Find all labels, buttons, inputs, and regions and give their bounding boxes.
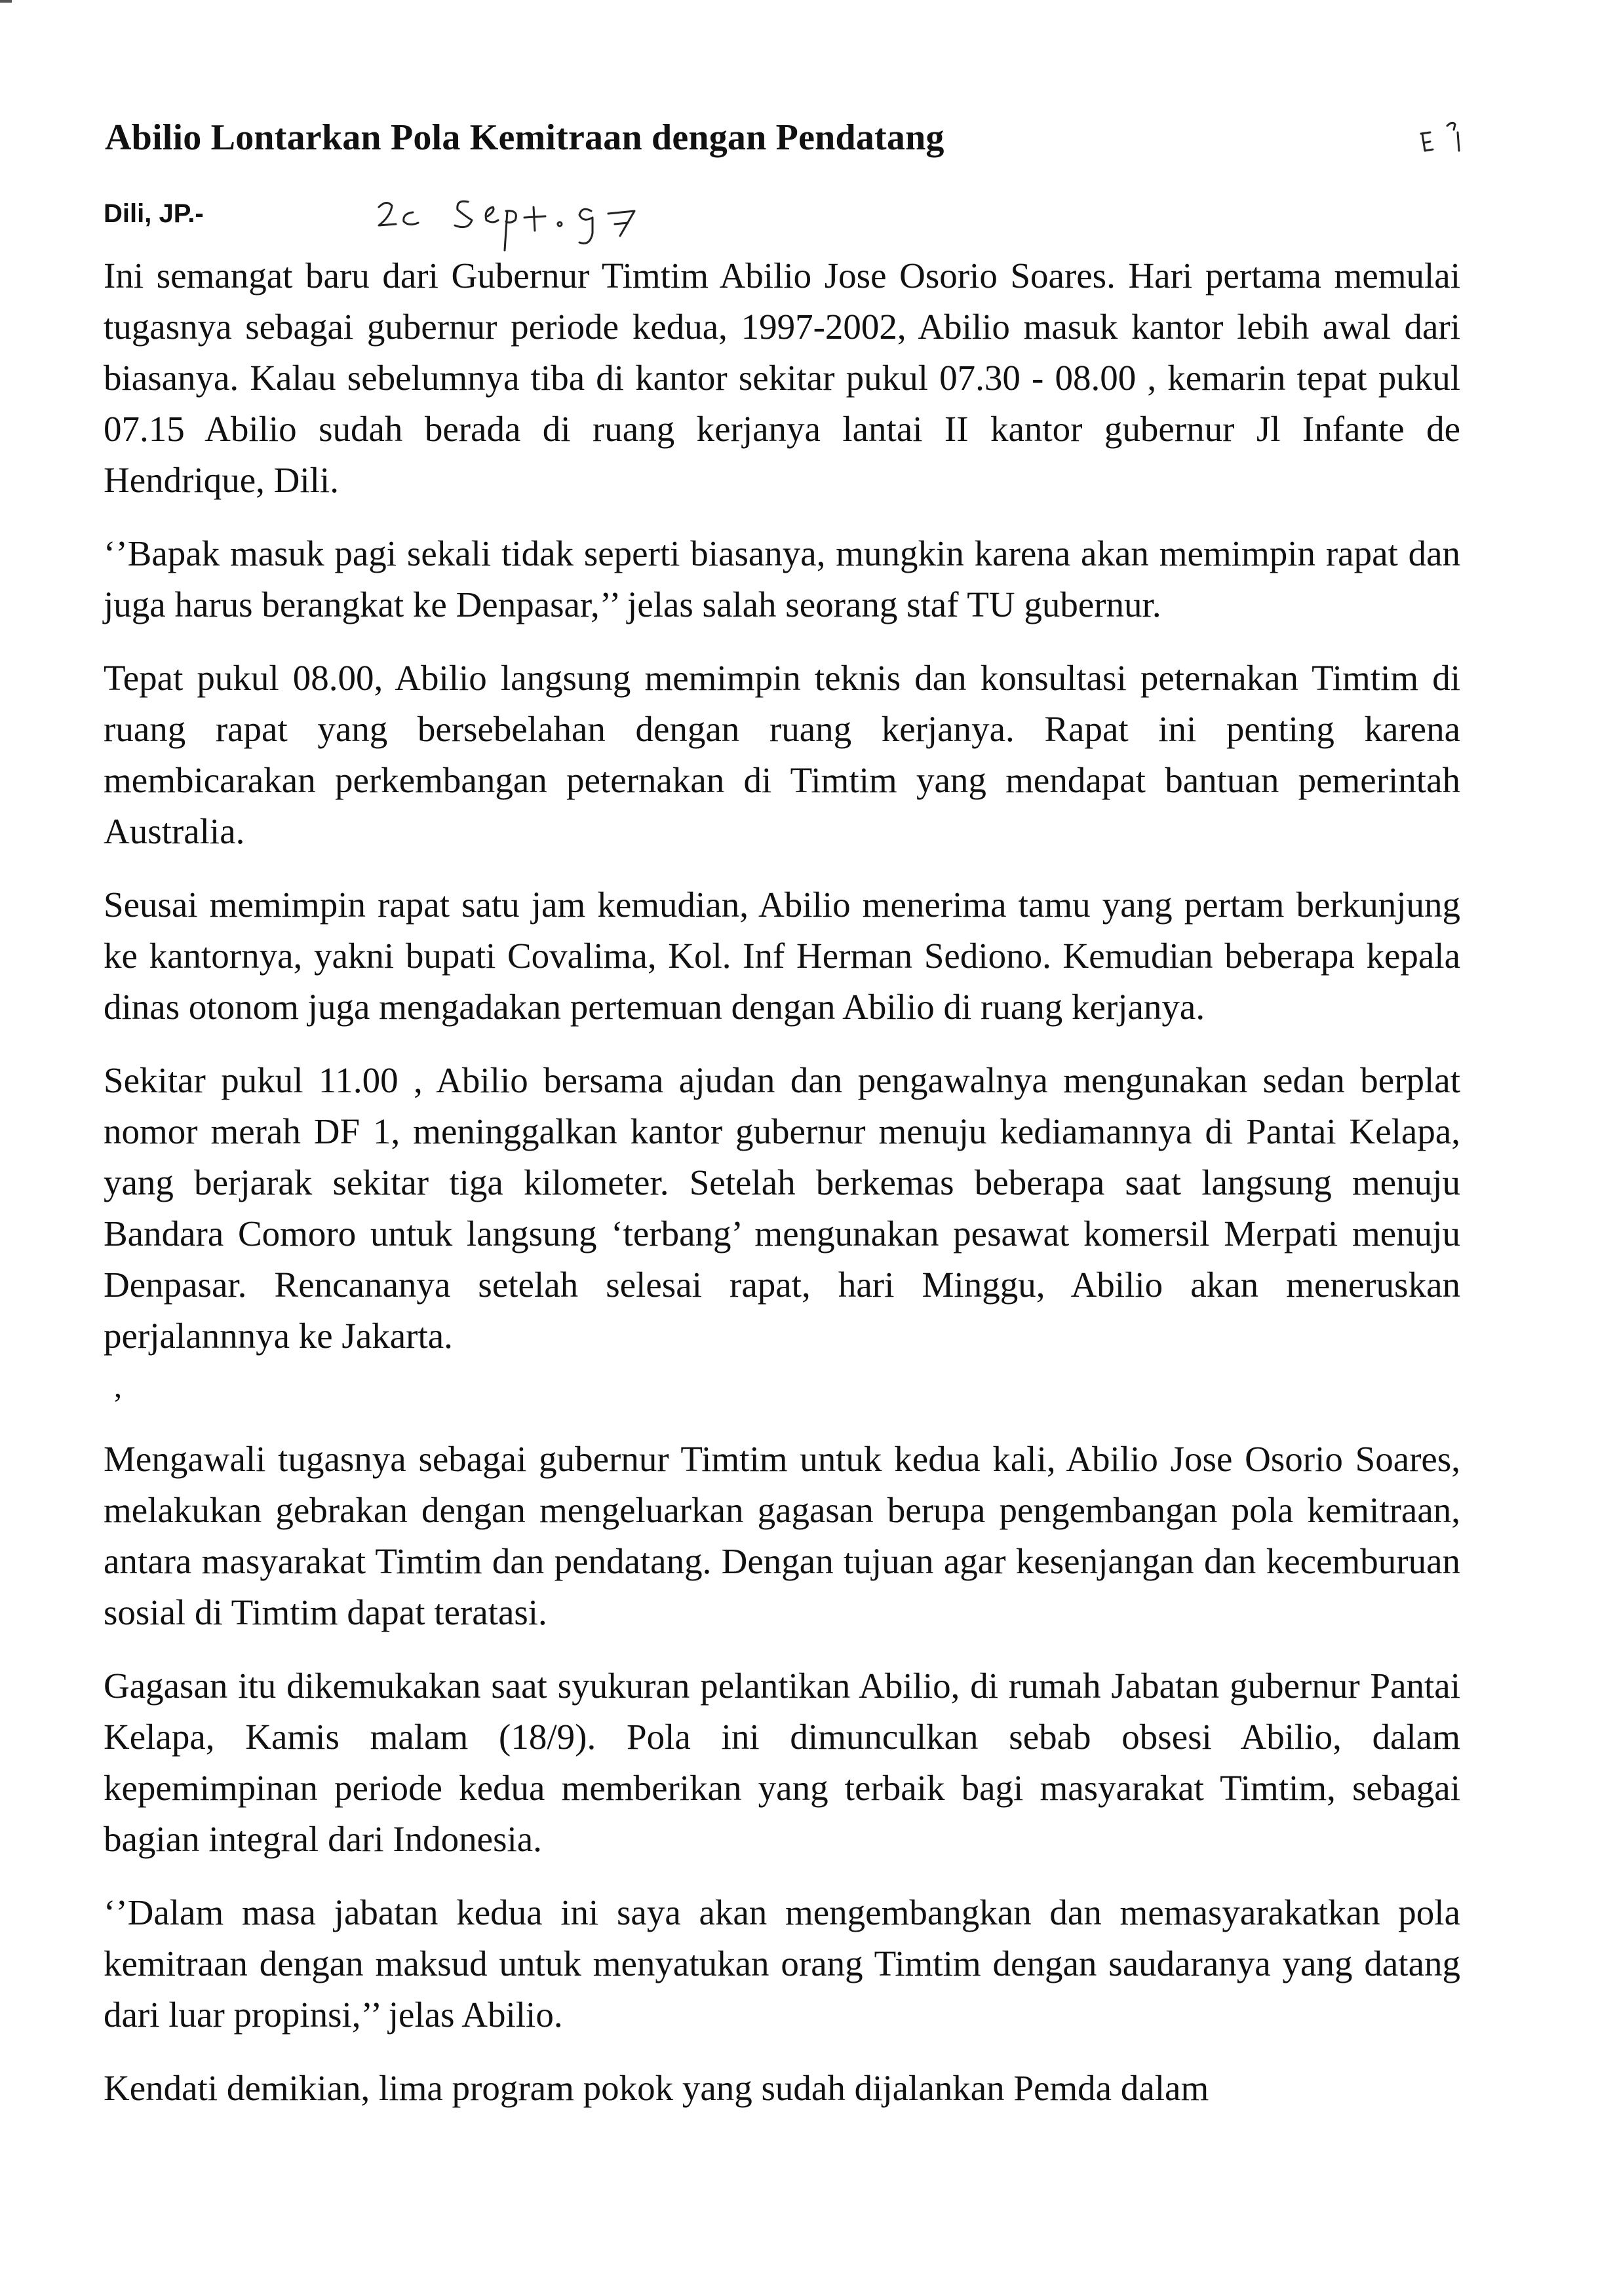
paragraph-2: ‘’Bapak masuk pagi sekali tidak seperti biasanya, mungkin karena akan memimpin rapat dan juga harus berangkat ke Denpasar,’’ jelas salah seorang staf TU gubernur. (104, 533, 1460, 624)
paragraph-3: Tepat pukul 08.00, Abilio langsung memimpin teknis dan konsultasi peternakan Timtim di ruang rapat yang bersebelahan dengan ruang kerjanya. Rapat ini penting karena membicarakan perkembangan peternakan di Timtim yang mendapat bantuan pemerintah Australia. (104, 658, 1460, 851)
stray-comma-mark: , (114, 1369, 122, 1404)
article-body (104, 250, 1460, 2114)
article-title: Abilio Lontarkan Pola Kemitraan dengan Pendatang (105, 117, 944, 158)
handwritten-date (274, 187, 733, 259)
paragraph-9: Kendati demikian, lima program pokok yang sudah dijalankan Pemda dalam (104, 2068, 1209, 2108)
paragraph-8: ‘’Dalam masa jabatan kedua ini saya akan mengembangkan dan memasyarakatkan pola kemitraan dengan maksud untuk menyatukan orang Timtim dengan saudaranya yang datang dari luar propinsi,’’ jelas Abilio. (104, 1892, 1460, 2035)
dateline-row (104, 187, 890, 259)
paragraph-6: Mengawali tugasnya sebagai gubernur Timtim untuk kedua kali, Abilio Jose Osorio Soares, melakukan gebrakan dengan mengeluarkan gagasan berupa pengembangan pola kemitraan, antara masyarakat Timtim dan pendatang. Dengan tujuan agar kesenjangan dan kecemburuan sosial di Timtim dapat teratasi. (104, 1439, 1460, 1632)
handwritten-page-mark (1408, 110, 1487, 182)
paragraph-5: Sekitar pukul 11.00 , Abilio bersama ajudan dan pengawalnya mengunakan sedan berplat nomor merah DF 1, meninggalkan kantor gubernur menuju kediamannya di Pantai Kelapa, yang berjarak sekitar tiga kilometer. Setelah berkemas beberapa saat langsung menuju Bandara Comoro untuk langsung ‘terbang’ mengunakan pesawat komersil Merpati menuju Denpasar. Rencananya setelah selesai rapat, hari Minggu, Abilio akan meneruskan perjalannnya ke Jakarta. (104, 1060, 1460, 1356)
paragraph-1: Ini semangat baru dari Gubernur Timtim Abilio Jose Osorio Soares. Hari pertama memulai tugasnya sebagai gubernur periode kedua, 1997-2002, Abilio masuk kantor lebih awal dari biasanya. Kalau sebelumnya tiba di kantor sekitar pukul 07.30 - 08.00 , kemarin tepat pukul 07.15 Abilio sudah berada di ruang kerjanya lantai II kantor gubernur Jl Infante de Hendrique, Dili. (104, 256, 1460, 500)
scan-corner-mark (0, 0, 12, 3)
dateline: Dili, JP.- (104, 199, 204, 228)
paragraph-4: Seusai memimpin rapat satu jam kemudian, Abilio menerima tamu yang pertam berkunjung ke kantornya, yakni bupati Covalima, Kol. Inf Herman Sediono. Kemudian beberapa kepala dinas otonom juga mengadakan pertemuan dengan Abilio di ruang kerjanya. (104, 885, 1460, 1027)
paragraph-7: Gagasan itu dikemukakan saat syukuran pelantikan Abilio, di rumah Jabatan gubernur Pantai Kelapa, Kamis malam (18/9). Pola ini dimunculkan sebab obsesi Abilio, dalam kepemimpinan periode kedua memberikan yang terbaik bagi masyarakat Timtim, sebagai bagian integral dari Indonesia. (104, 1666, 1460, 1859)
